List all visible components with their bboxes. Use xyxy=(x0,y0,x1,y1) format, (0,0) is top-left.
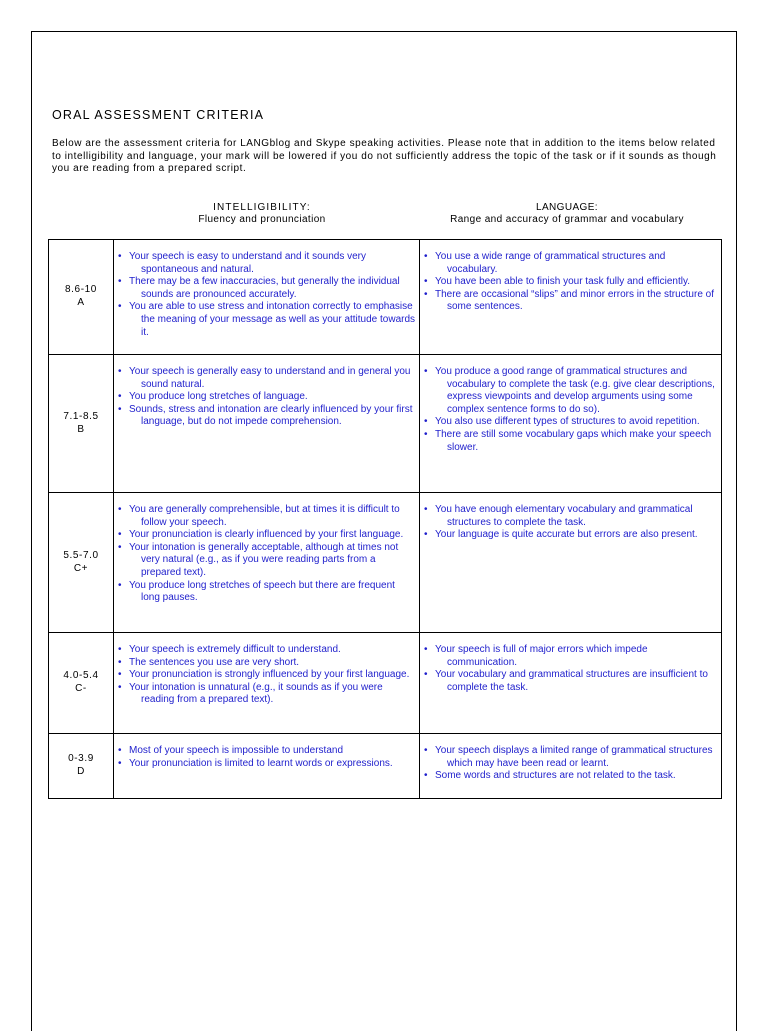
language-criteria-list xyxy=(424,745,718,783)
criteria-item: • Your pronunciation is strongly influenced by your first language. xyxy=(118,669,416,682)
intelligibility-criteria-cell xyxy=(114,493,420,633)
criteria-item: • You have been able to finish your task fully and efficiently. xyxy=(424,276,718,289)
intelligibility-criteria-list xyxy=(118,745,416,770)
criteria-row-3 xyxy=(49,493,722,633)
criteria-row-1 xyxy=(49,240,722,355)
intelligibility-criteria-cell xyxy=(114,734,420,799)
grade-letter: C- xyxy=(75,683,87,694)
document-page xyxy=(31,31,737,1031)
score-band-cell xyxy=(49,240,114,355)
intelligibility-criteria-cell xyxy=(114,355,420,493)
language-criteria-list xyxy=(424,504,718,542)
criteria-item: • Your intonation is unnatural (e.g., it sounds as if you were reading from a prepared text). xyxy=(118,682,416,707)
grade-letter: A xyxy=(77,297,85,308)
criteria-item: • You use a wide range of grammatical structures and vocabulary. xyxy=(424,251,718,276)
intelligibility-criteria-list xyxy=(118,644,416,707)
intelligibility-criteria-list xyxy=(118,504,416,605)
criteria-item: • Your pronunciation is clearly influenced by your first language. xyxy=(118,529,416,542)
criteria-item: • Your speech displays a limited range of grammatical structures which may have been read or learnt. xyxy=(424,745,718,770)
criteria-row-4 xyxy=(49,633,722,734)
language-criteria-list xyxy=(424,644,718,694)
criteria-item: • You have enough elementary vocabulary and grammatical structures to complete the task. xyxy=(424,504,718,529)
column-header-intelligibility xyxy=(112,202,412,226)
column-subtitle: Fluency and pronunciation xyxy=(198,214,326,225)
criteria-row-5 xyxy=(49,734,722,799)
criteria-item: • Some words and structures are not related to the task. xyxy=(424,770,718,783)
score-range: 8.6-10 xyxy=(65,284,97,296)
column-subtitle: Range and accuracy of grammar and vocabulary xyxy=(450,214,684,225)
criteria-item: • Your intonation is generally acceptable, although at times not very natural (e.g., as if you were reading parts from a prepared text). xyxy=(118,542,416,580)
criteria-item: • Your pronunciation is limited to learnt words or expressions. xyxy=(118,758,416,771)
language-criteria-cell xyxy=(420,240,722,355)
criteria-item: • You are able to use stress and intonation correctly to emphasise the meaning of your message as well as your attitude towards it. xyxy=(118,301,416,339)
language-criteria-cell xyxy=(420,734,722,799)
criteria-item: • You are generally comprehensible, but at times it is difficult to follow your speech. xyxy=(118,504,416,529)
grade-letter: D xyxy=(77,766,85,777)
criteria-item: • Your speech is full of major errors which impede communication. xyxy=(424,644,718,669)
score-band-cell xyxy=(49,734,114,799)
criteria-item: • There may be a few inaccuracies, but generally the individual sounds are pronounced accurately. xyxy=(118,276,416,301)
page-title: ORAL ASSESSMENT CRITERIA xyxy=(52,108,265,122)
language-criteria-list xyxy=(424,366,718,454)
criteria-item: • Most of your speech is impossible to understand xyxy=(118,745,416,758)
criteria-item: • There are occasional “slips” and minor errors in the structure of some sentences. xyxy=(424,289,718,314)
score-band-cell xyxy=(49,633,114,734)
criteria-item: • Your speech is extremely difficult to understand. xyxy=(118,644,416,657)
score-range: 7.1-8.5 xyxy=(63,410,99,422)
column-title: LANGUAGE: xyxy=(536,202,598,213)
criteria-item: • Your vocabulary and grammatical structures are insufficient to complete the task. xyxy=(424,669,718,694)
criteria-item: • Your speech is easy to understand and it sounds very spontaneous and natural. xyxy=(118,251,416,276)
score-range: 4.0-5.4 xyxy=(63,670,99,682)
criteria-item: • You also use different types of structures to avoid repetition. xyxy=(424,416,718,429)
language-criteria-cell xyxy=(420,493,722,633)
grade-letter: B xyxy=(77,423,85,435)
language-criteria-cell xyxy=(420,633,722,734)
criteria-item: • Sounds, stress and intonation are clearly influenced by your first language, but do not impede comprehension. xyxy=(118,404,416,429)
column-title: INTELLIGIBILITY: xyxy=(213,202,311,213)
intelligibility-criteria-cell xyxy=(114,240,420,355)
language-criteria-cell xyxy=(420,355,722,493)
criteria-table-body xyxy=(49,240,722,799)
intelligibility-criteria-list xyxy=(118,251,416,339)
intro-paragraph: Below are the assessment criteria for LANGblog and Skype speaking activities. Please note that in addition to the items below related to intelligibility and language, your mark will be lowered if you do not sufficiently address the topic of the task or if it sounds as though you are reading from a prepared script. xyxy=(52,138,717,174)
grade-letter: C+ xyxy=(73,562,89,574)
score-band-cell xyxy=(49,493,114,633)
criteria-row-2 xyxy=(49,355,722,493)
criteria-table xyxy=(48,239,722,799)
criteria-item: • Your language is quite accurate but errors are also present. xyxy=(424,529,718,542)
language-criteria-list xyxy=(424,251,718,314)
score-range: 5.5-7.0 xyxy=(63,549,99,561)
intelligibility-criteria-list xyxy=(118,366,416,429)
criteria-item: • You produce long stretches of language. xyxy=(118,391,416,404)
column-header-language xyxy=(412,202,722,226)
criteria-item: • Your speech is generally easy to understand and in general you sound natural. xyxy=(118,366,416,391)
intelligibility-criteria-cell xyxy=(114,633,420,734)
score-range: 0-3.9 xyxy=(68,753,94,765)
criteria-item: • The sentences you use are very short. xyxy=(118,657,416,670)
score-band-cell xyxy=(49,355,114,493)
criteria-item: • You produce long stretches of speech but there are frequent long pauses. xyxy=(118,580,416,605)
criteria-item: • There are still some vocabulary gaps which make your speech slower. xyxy=(424,429,718,454)
criteria-item: • You produce a good range of grammatical structures and vocabulary to complete the task (e.g. give clear descriptions, express viewpoints and develop arguments using some complex sentence forms to do so). xyxy=(424,366,718,416)
